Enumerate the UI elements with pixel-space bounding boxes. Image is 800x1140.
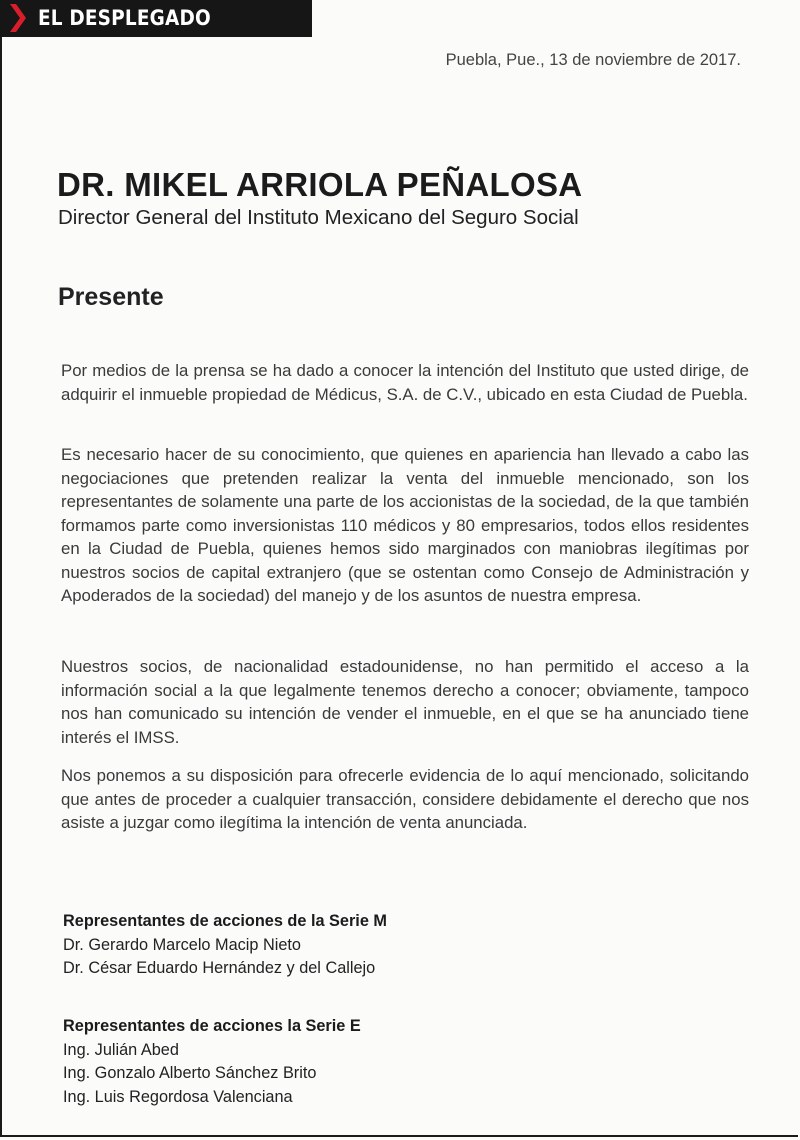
recipient-title: Director General del Instituto Mexicano del Seguro Social <box>58 206 579 229</box>
signer-name: Ing. Julián Abed <box>63 1040 179 1059</box>
date-line: Puebla, Pue., 13 de noviembre de 2017. <box>445 51 741 69</box>
salutation: Presente <box>58 283 164 311</box>
signer-group-serie-e <box>63 1015 663 1109</box>
signer-name: Dr. Gerardo Marcelo Macip Nieto <box>63 935 301 954</box>
body-paragraph: Por medios de la prensa se ha dado a conocer la intención del Instituto que usted dirige, de adquirir el inmueble propiedad de Médicus, S.A. de C.V., ubicado en esta Ciudad de Puebla. <box>61 361 749 404</box>
body-paragraph: Nos ponemos a su disposición para ofrecerle evidencia de lo aquí mencionado, solicitando que antes de proceder a cualquier transacción, considere debidamente el derecho que nos asiste a juzgar como ilegítima la intención de venta anunciada. <box>61 766 749 832</box>
signer-name: Ing. Luis Regordosa Valenciana <box>63 1087 293 1106</box>
signer-group-title: Representantes de acciones la Serie E <box>63 1017 361 1035</box>
signer-group-title: Representantes de acciones de la Serie M <box>63 912 387 930</box>
signer-group-serie-m <box>63 910 663 981</box>
body-paragraph: Nuestros socios, de nacionalidad estadounidense, no han permitido el acceso a la información social a la que legalmente tenemos derecho a conocer; obviamente, tampoco nos han comunicado su intención de vender el inmueble, en el que se ha anunciado tiene interés el IMSS. <box>61 657 749 747</box>
signer-name: Dr. César Eduardo Hernández y del Callejo <box>63 959 376 977</box>
section-tag-label: EL DESPLEGADO <box>38 6 211 30</box>
section-tag <box>0 0 312 37</box>
recipient-name: DR. MIKEL ARRIOLA PEÑALOSA <box>57 166 583 203</box>
chevron-right-icon <box>10 4 26 32</box>
signer-name: Ing. Gonzalo Alberto Sánchez Brito <box>63 1064 317 1082</box>
body-paragraph: Es necesario hacer de su conocimiento, que quienes en apariencia han llevado a cabo las negociaciones que pretenden realizar la venta del inmueble mencionado, son los representantes de solamente una parte de los accionistas de la sociedad, de la que también formamos parte como inversionistas 110 médicos y 80 empresarios, todos ellos residentes en la Ciudad de Puebla, quienes hemos sido marginados con maniobras ilegítimas por nuestros socios de capital extranjero (que se ostentan como Consejo de Administración y Apoderados de la sociedad) del manejo y de los asuntos de nuestra empresa. <box>61 445 749 605</box>
